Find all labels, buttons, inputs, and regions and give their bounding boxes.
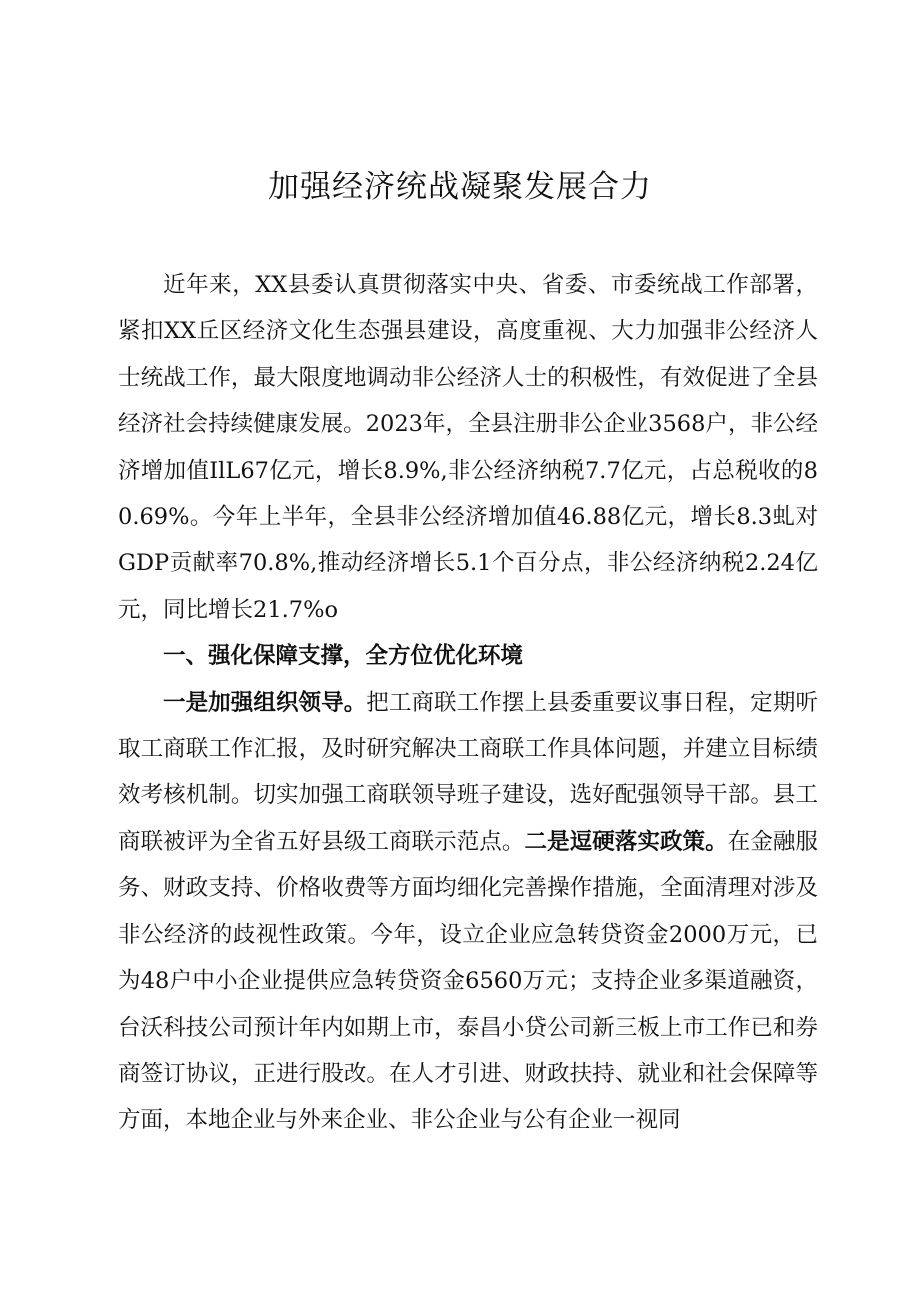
paragraph-text-policy: 在金融服务、财政支持、价格收费等方面均细化完善操作措施，全面清理对涉及非公经济的歧视性政策。今年，设立企业应急转贷资金2000万元，已为48户中小企业提供应急转贷资金6560万元；支持企业多渠道融资，台沃科技公司预计年内如期上市，泰昌小贷公司新三板上市工作已和券商签订协议，正进行股改。在人才引进、财政扶持、就业和社会保障等方面，本地企业与外来企业、非公企业与公有企业一视同: [118, 828, 818, 1134]
lead-text-policy: 二是逗硬落实政策。: [524, 828, 728, 855]
document-body: [118, 262, 818, 1144]
document-title: 加强经济统战凝聚发展合力: [268, 169, 652, 205]
section-paragraph: [118, 680, 818, 1144]
section-heading: 一、强化保障支撑，全方位优化环境: [163, 643, 524, 670]
paragraph-text-organization: 把工商联工作摆上县委重要议事日程，定期听取工商联工作汇报，及时研究解决工商联工作具体问题，并建立目标绩效考核机制。切实加强工商联领导班子建设，选好配强领导干部。县工商联被评为全省五好县级工商联示范点。: [118, 689, 818, 855]
intro-paragraph: 近年来，XX县委认真贯彻落实中央、省委、市委统战工作部署，紧扣XX丘区经济文化生态强县建设，高度重视、大力加强非公经济人士统战工作，最大限度地调动非公经济人士的积极性，有效促进了全县经济社会持续健康发展。2023年，全县注册非公企业3568户，非公经济增加值IlL67亿元，增长8.9%,非公经济纳税7.7亿元，占总税收的80.69%。今年上半年，全县非公经济增加值46.88亿元，增长8.3虬对GDP贡献率70.8%,推动经济增长5.1个百分点，非公经济纳税2.24亿元，同比增长21.7%o: [118, 272, 818, 623]
lead-text-organization: 一是加强组织领导。: [163, 689, 367, 716]
